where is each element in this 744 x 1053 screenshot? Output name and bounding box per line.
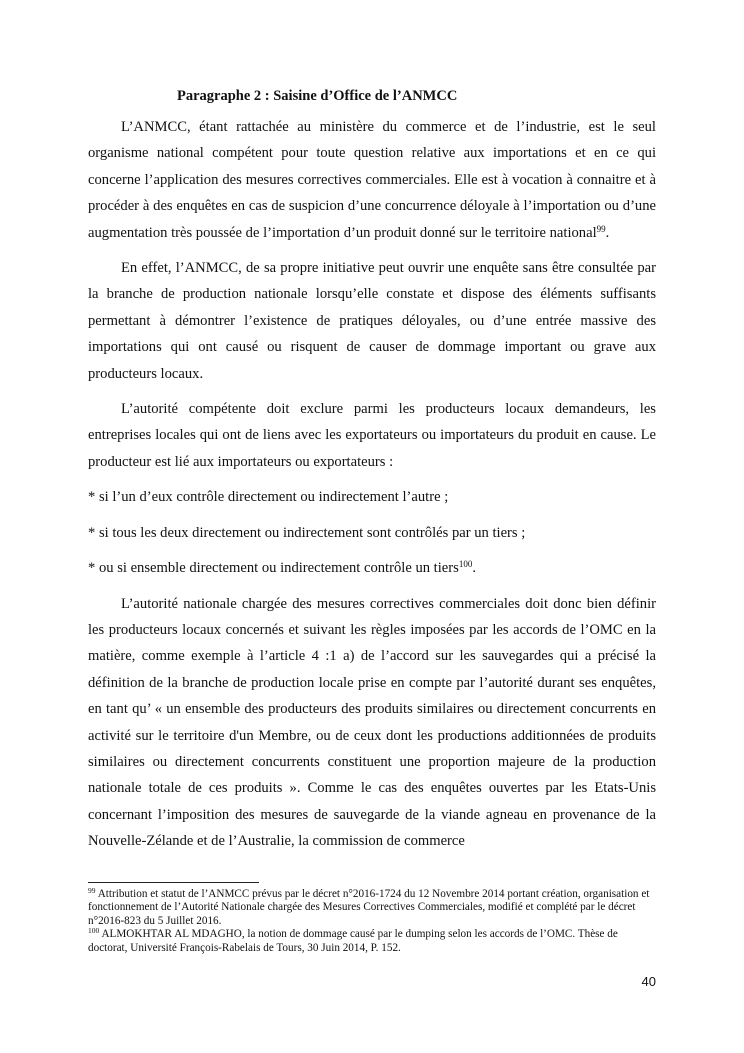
footnote-text: Attribution et statut de l’ANMCC prévus par le décret n°2016-1724 du 12 Novembre 2014 portant création, organisation et fonctionnement de l’Autorité Nationale chargée des Mesures Correctives Commerciales, modifié et complété par le décret n°2016-823 du 5 Juillet 2016. [88, 888, 650, 927]
paragraph-tail: . [605, 224, 610, 241]
footnote [88, 928, 656, 955]
paragraph [88, 396, 656, 475]
paragraph [88, 591, 656, 855]
bullet-tail: . [472, 560, 476, 577]
footnote [88, 888, 656, 928]
footnote-separator [88, 882, 259, 883]
body-text [88, 114, 656, 864]
bullet-item [88, 555, 656, 581]
footnote-number: 100 [88, 926, 100, 936]
paragraph-text: L’ANMCC, étant rattachée au ministère du commerce et de l’industrie, est le seul organisme national compétent pour toute question relative aux importations et en ce qui concerne l’application des mesures correctives commerciales. Elle est à vocation à connaitre et à procéder à des enquêtes en cas de suspicion d’une concurrence déloyale à l’importation ou d’une augmentation très poussée de l’importation d’un produit donné sur le territoire national [88, 119, 656, 241]
bullet-text: * ou si ensemble directement ou indirectement contrôle un tiers [88, 560, 459, 577]
footnote-number: 99 [88, 886, 96, 895]
page-number: 40 [641, 974, 656, 989]
paragraph-text: L’autorité nationale chargée des mesures correctives commerciales doit donc bien définir les producteurs locaux concernés et suivant les règles imposées par les accords de l’OMC en la matière, comme exemple à l’article 4 :1 a) de l’accord sur les sauvegardes qui a précisé la définition de la branche de production locale prise en compte par l’autorité durant ses enquêtes, en tant qu’ « un ensemble des producteurs des produits similaires ou directement concurrents en activité sur le territoire d'un Membre, ou de ceux dont les productions additionnées de produits similaires ou directement concurrents constituent une proportion majeure de la production nationale totale de ces produits ». Comme le cas des enquêtes ouvertes par les Etats-Unis concernant l’imposition des mesures de sauvegarde de la viande agneau en provenance de la Nouvelle-Zélande et de l’Australie, la commission de commerce [88, 595, 656, 850]
footnote-reference: 100 [458, 559, 473, 570]
bullet-text: * si tous les deux directement ou indirectement sont contrôlés par un tiers ; [88, 524, 526, 541]
section-heading: Paragraphe 2 : Saisine d’Office de l’ANMCC [177, 88, 458, 104]
footnote-reference: 99 [596, 223, 606, 234]
paragraph-text: En effet, l’ANMCC, de sa propre initiative peut ouvrir une enquête sans être consultée par la branche de production nationale lorsqu’elle constate et dispose des éléments suffisants permettant à démontrer l’existence de pratiques déloyales, ou d’une entrée massive des importations qui ont causé ou risquent de causer de dommage important ou grave aux producteurs locaux. [88, 260, 656, 382]
paragraph [88, 255, 656, 387]
bullet-item [88, 484, 656, 510]
footnotes [88, 888, 656, 955]
footnote-text: ALMOKHTAR AL MDAGHO, la notion de dommage causé par le dumping selon les accords de l’OMC. Thèse de doctorat, Université François-Rabelais de Tours, 30 Juin 2014, P. 152. [88, 928, 618, 954]
paragraph-text: L’autorité compétente doit exclure parmi les producteurs locaux demandeurs, les entreprises locales qui ont de liens avec les exportateurs ou importateurs du produit en cause. Le producteur est lié aux importateurs ou exportateurs : [88, 401, 656, 470]
paragraph [88, 114, 656, 246]
bullet-item [88, 520, 656, 546]
bullet-text: * si l’un d’eux contrôle directement ou indirectement l’autre ; [88, 489, 449, 506]
